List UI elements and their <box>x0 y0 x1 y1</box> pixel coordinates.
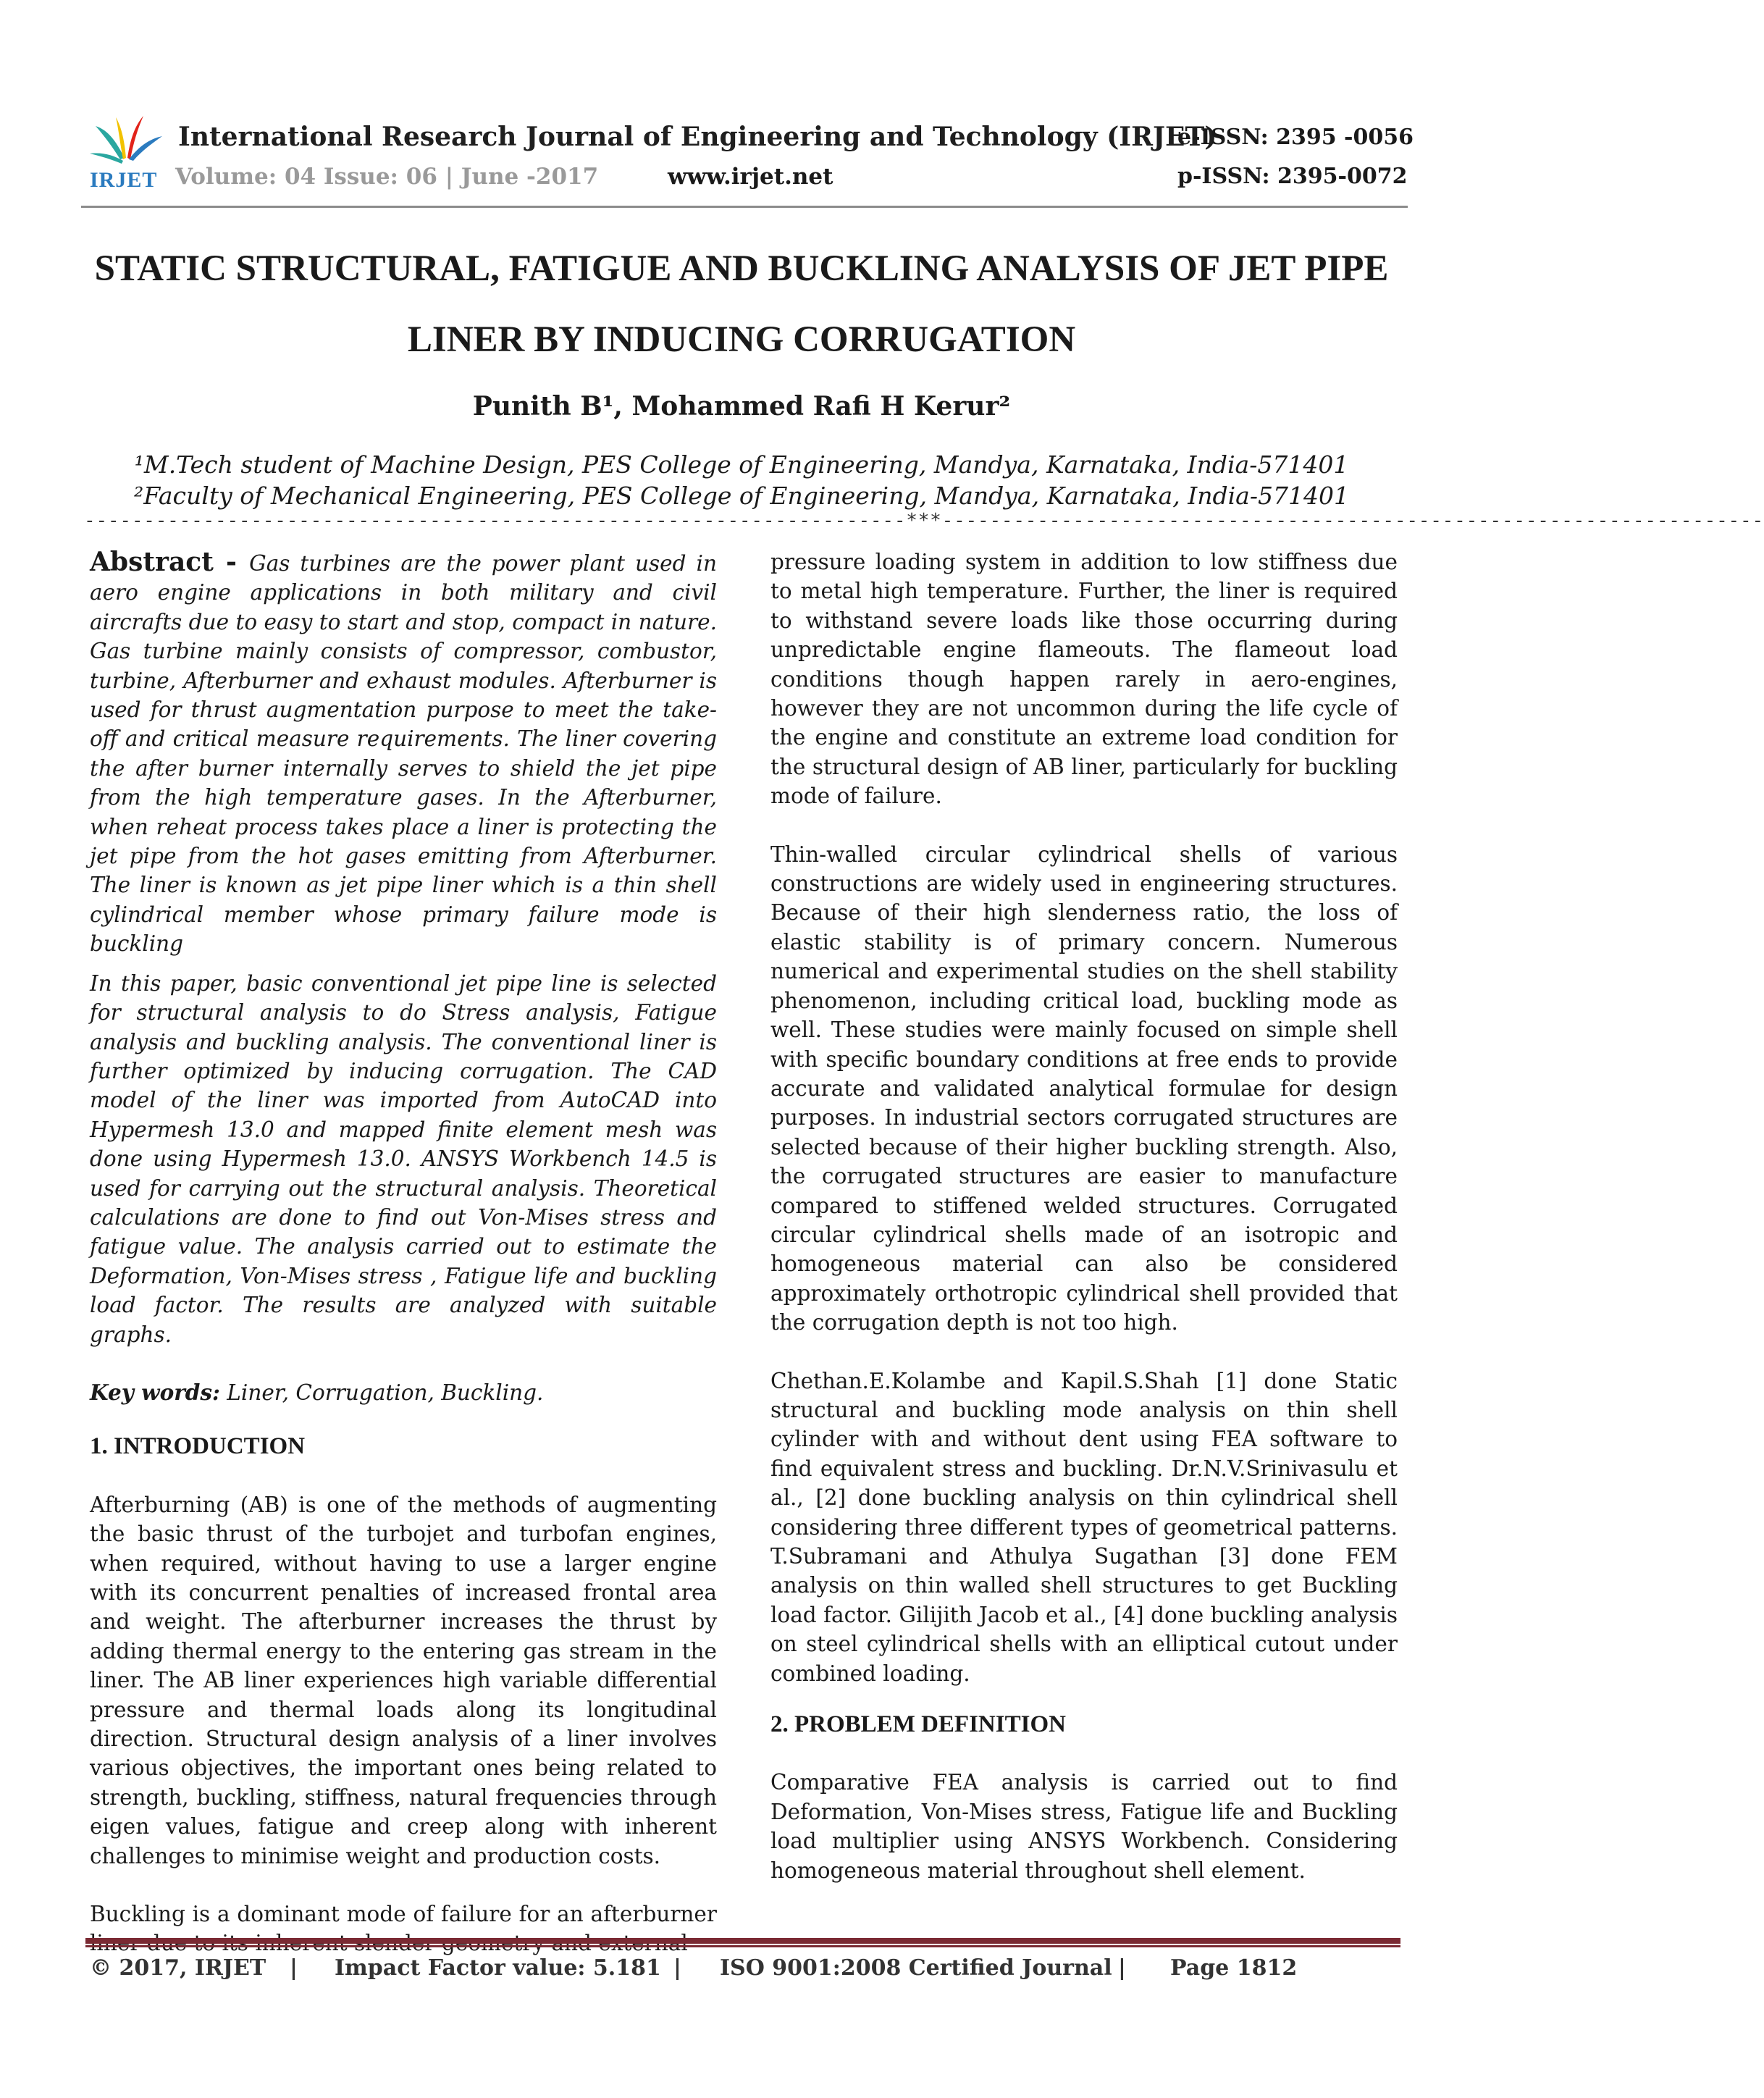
abstract-label: Abstract - <box>90 547 250 577</box>
journal-website[interactable]: www.irjet.net <box>668 164 833 190</box>
paper-title-line-1: STATIC STRUCTURAL, FATIGUE AND BUCKLING ANALYSIS OF JET PIPE <box>94 248 1389 289</box>
affiliation-2: ²Faculty of Mechanical Engineering, PES College of Engineering, Mandya, Karnataka, India-571401 <box>134 482 1349 510</box>
volume-issue: Volume: 04 Issue: 06 | June -2017 <box>175 164 599 190</box>
introduction-paragraph-1: Afterburning (AB) is one of the methods of augmenting the basic thrust of the turbojet and turbofan engines, when required, without having to use a larger engine with its concurrent penalties of increased frontal area and weight. The afterburner increases the thrust by adding thermal energy to the entering gas stream in the liner. The AB liner experiences high variable differential pressure and thermal loads along its longitudinal direction. Structural design analysis of a liner involves various objectives, the important ones being related to strength, buckling, stiffness, natural frequencies through eigen values, fatigue and creep along with inherent challenges to minimise weight and production costs. <box>90 1492 717 1868</box>
footer-iso: ISO 9001:2008 Certified Journal <box>720 1955 1112 1981</box>
paper-title-line-2: LINER BY INDUCING CORRUGATION <box>407 319 1076 360</box>
section-separator: ---------------------------------------------------------------------***--------------------------------------------------------------------- <box>84 510 1764 532</box>
header-divider <box>81 206 1408 208</box>
authors: Punith B¹, Mohammed Rafi H Kerur² <box>472 391 1011 421</box>
footer-copyright: © 2017, IRJET <box>90 1955 266 1981</box>
footer-page-number: Page 1812 <box>1170 1955 1298 1981</box>
irjet-logo <box>87 101 167 196</box>
introduction-heading: 1. INTRODUCTION <box>90 1433 306 1460</box>
right-paragraph-3: Chethan.E.Kolambe and Kapil.S.Shah [1] done Static structural and buckling mode analysis on thin shell cylinder with and without dent using FEA software to find equivalent stress and buckling. Dr.N.V.Srinivasulu et al., [2] done buckling analysis on thin cylindrical shell considering three different types of geometrical patterns. T.Subramani and Athulya Sugathan [3] done FEM analysis on thin walled shell structures to get Buckling load factor. Gilijith Jacob et al., [4] done buckling analysis on steel cylindrical shells with an elliptical cutout under combined loading. <box>770 1368 1398 1686</box>
problem-definition-heading: 2. PROBLEM DEFINITION <box>770 1711 1066 1738</box>
abstract-paragraph-1 <box>90 547 717 959</box>
right-paragraph-2: Thin-walled circular cylindrical shells of various constructions are widely used in engineering structures. Because of their high slenderness ratio, the loss of elastic stability is of primary concern. Numerous numerical and experimental studies on the shell stability phenomenon, including critical load, buckling mode as well. These studies were mainly focused on simple shell with specific boundary conditions at free ends to provide accurate and validated analytical formulae for design purposes. In industrial sectors corrugated structures are selected because of their higher buckling strength. Also, the corrugated structures are easier to manufacture compared to stiffened welded structures. Corrugated circular cylindrical shells made of an isotropic and homogeneous material can also be considered approximately orthotropic cylindrical shell provided that the corrugation depth is not too high. <box>770 842 1398 1335</box>
introduction-paragraph-2: Buckling is a dominant mode of failure for an afterburner <box>90 1902 717 1927</box>
footer-separator-1: | <box>290 1955 298 1981</box>
p-issn: p-ISSN: 2395-0072 <box>1177 164 1408 189</box>
logo-text: IRJET <box>90 168 158 192</box>
right-column <box>770 547 1398 1885</box>
footer-separator-2: | <box>673 1955 681 1981</box>
right-paragraph-1: pressure loading system in addition to low stiffness due to metal high temperature. Further, the liner is required to withstand severe loads like those occurring during unpredictable engine flameouts. The flameout load conditions though happen rarely in aero-engines, however they are not uncommon during the life cycle of the engine and constitute an extreme load condition for the structural design of AB liner, particularly for buckling mode of failure. <box>770 550 1398 809</box>
footer-divider-thick <box>85 1938 1400 1944</box>
keywords-text: Liner, Corrugation, Buckling. <box>219 1380 544 1405</box>
e-issn: e-ISSN: 2395 -0056 <box>1177 125 1414 150</box>
footer-separator-3: | <box>1118 1955 1126 1981</box>
right-paragraph-4: Comparative FEA analysis is carried out to find Deformation, Von-Mises stress, Fatigue life and Buckling load multiplier using ANSYS Workbench. Considering homogeneous material throughout shell element. <box>770 1770 1398 1883</box>
abstract-text-1: Gas turbines are the power plant used in aero engine applications in both military and civil aircrafts due to easy to start and stop, compact in nature. Gas turbine mainly consists of compressor, combustor, turbine, Afterburner and exhaust modules. Afterburner is used for thrust augmentation purpose to meet the take-off and critical measure requirements. The liner covering the after burner internally serves to shield the jet pipe from the high temperature gases. In the Afterburner, when reheat process takes place a liner is protecting the jet pipe from the hot gases emitting from Afterburner. The liner is known as jet pipe liner which is a thin shell cylindrical member whose primary failure mode is buckling <box>90 551 717 957</box>
footer-impact-factor: Impact Factor value: 5.181 <box>335 1955 661 1981</box>
journal-title: International Research Journal of Engineering and Technology (IRJET) <box>178 122 1217 152</box>
keywords-line <box>90 1378 717 1407</box>
affiliation-1: ¹M.Tech student of Machine Design, PES College of Engineering, Mandya, Karnataka, India-571401 <box>134 450 1349 479</box>
left-column <box>90 547 717 1958</box>
keywords-label: Key words: <box>90 1379 220 1405</box>
abstract-paragraph-2: In this paper, basic conventional jet pipe line is selected for structural analysis to do Stress analysis, Fatigue analysis and buckling analysis. The conventional liner is further optimized by inducing corrugation. The CAD model of the liner was imported from AutoCAD into Hypermesh 13.0 and mapped finite element mesh was done using Hypermesh 13.0. ANSYS Workbench 14.5 is used for carrying out the structural analysis. Theoretical calculations are done to find out Von-Mises stress and fatigue value. The analysis carried out to estimate the Deformation, Von-Mises stress , Fatigue life and buckling load factor. The results are analyzed with suitable graphs. <box>90 970 717 1347</box>
footer-divider-thin <box>85 1945 1400 1947</box>
